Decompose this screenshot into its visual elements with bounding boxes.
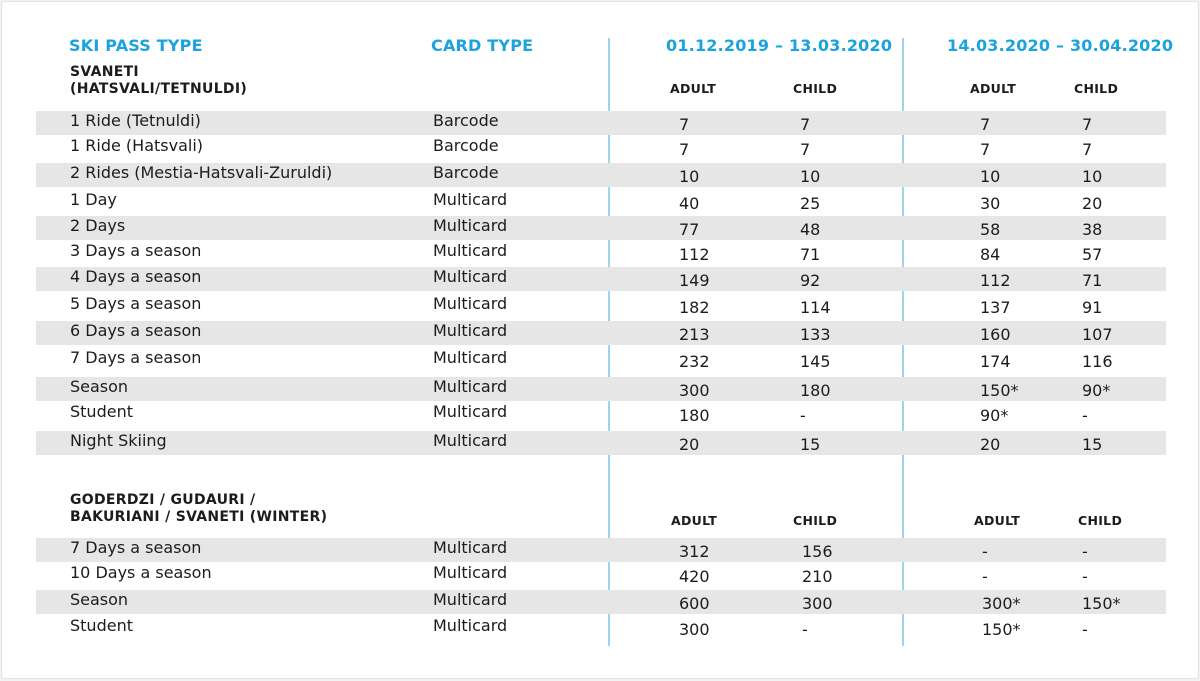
table-row: [36, 616, 1166, 640]
card-type: Multicard: [433, 348, 508, 367]
p2-adult-price: 7: [980, 140, 991, 159]
table-row: [36, 241, 1166, 265]
p1-adult-price: 300: [679, 381, 710, 400]
p2-adult-price: 137: [980, 298, 1011, 317]
table-row: [36, 190, 1166, 214]
p1-child-price: 114: [800, 298, 831, 317]
section-2-p2-adult-label: ADULT: [974, 513, 1021, 528]
p2-child-price: 15: [1082, 435, 1103, 454]
p2-child-price: 116: [1082, 352, 1113, 371]
table-row: [36, 321, 1166, 345]
p1-adult-price: 213: [679, 325, 710, 344]
p1-adult-price: 112: [679, 245, 710, 264]
section-2-p1-child-label: CHILD: [793, 513, 838, 528]
p2-adult-price: 90*: [980, 406, 1009, 425]
p1-adult-price: 182: [679, 298, 710, 317]
table-row: [36, 267, 1166, 291]
card-type: Multicard: [433, 402, 508, 421]
p2-child-price: 150*: [1082, 594, 1121, 613]
table-row: [36, 538, 1166, 562]
header-period-1: 01.12.2019 – 13.03.2020: [666, 36, 893, 55]
section-2-p2-child-label: CHILD: [1078, 513, 1123, 528]
header-period-2: 14.03.2020 – 30.04.2020: [947, 36, 1174, 55]
p2-adult-price: 7: [980, 115, 991, 134]
p1-adult-price: 10: [679, 167, 700, 186]
table-row: [36, 111, 1166, 135]
table-row: [36, 431, 1166, 455]
pass-name: 5 Days a season: [70, 294, 202, 313]
p2-adult-price: 150*: [980, 381, 1019, 400]
pass-name: 1 Ride (Tetnuldi): [70, 111, 201, 130]
p2-adult-price: -: [982, 542, 988, 561]
header-card-type: CARD TYPE: [431, 36, 534, 55]
p1-adult-price: 77: [679, 220, 700, 239]
card-type: Multicard: [433, 241, 508, 260]
p1-adult-price: 232: [679, 352, 710, 371]
p2-child-price: -: [1082, 567, 1088, 586]
section-1-title: [70, 64, 247, 98]
pass-name: 1 Day: [70, 190, 117, 209]
p2-child-price: 57: [1082, 245, 1103, 264]
table-row: [36, 402, 1166, 426]
section-1-p1-child-label: CHILD: [793, 81, 838, 96]
section-1-p2-child-label: CHILD: [1074, 81, 1119, 96]
p2-adult-price: 10: [980, 167, 1001, 186]
p1-child-price: 15: [800, 435, 821, 454]
p1-child-price: 7: [800, 115, 811, 134]
pass-name: 7 Days a season: [70, 538, 202, 557]
p2-child-price: 90*: [1082, 381, 1111, 400]
card-type: Multicard: [433, 590, 508, 609]
p1-child-price: 156: [802, 542, 833, 561]
p2-adult-price: 300*: [982, 594, 1021, 613]
header-ski-pass-type: SKI PASS TYPE: [69, 36, 203, 55]
pass-name: 6 Days a season: [70, 321, 202, 340]
p2-child-price: 91: [1082, 298, 1103, 317]
section-2-p1-adult-label: ADULT: [671, 513, 718, 528]
p2-child-price: -: [1082, 406, 1088, 425]
p2-adult-price: 58: [980, 220, 1001, 239]
p2-child-price: -: [1082, 620, 1088, 639]
p1-adult-price: 7: [679, 140, 690, 159]
pass-name: 10 Days a season: [70, 563, 212, 582]
p1-child-price: 7: [800, 140, 811, 159]
pass-name: Season: [70, 377, 129, 396]
card-type: Multicard: [433, 321, 508, 340]
p1-child-price: -: [800, 406, 806, 425]
p2-adult-price: 30: [980, 194, 1001, 213]
p1-adult-price: 312: [679, 542, 710, 561]
p1-child-price: 180: [800, 381, 831, 400]
p1-child-price: 145: [800, 352, 831, 371]
table-row: [36, 163, 1166, 187]
card-type: Multicard: [433, 216, 508, 235]
table-row: [36, 136, 1166, 160]
table-row: [36, 294, 1166, 318]
p1-child-price: 92: [800, 271, 821, 290]
p2-child-price: 38: [1082, 220, 1103, 239]
p2-adult-price: 160: [980, 325, 1011, 344]
card-type: Barcode: [433, 163, 499, 182]
card-type: Multicard: [433, 377, 508, 396]
p2-child-price: 7: [1082, 115, 1093, 134]
table-row: [36, 377, 1166, 401]
card-type: Multicard: [433, 431, 508, 450]
card-type: Multicard: [433, 267, 508, 286]
card-type: Barcode: [433, 136, 499, 155]
p1-adult-price: 180: [679, 406, 710, 425]
p1-child-price: 71: [800, 245, 821, 264]
section-1-p2-adult-label: ADULT: [970, 81, 1017, 96]
pass-name: 1 Ride (Hatsvali): [70, 136, 204, 155]
p1-adult-price: 600: [679, 594, 710, 613]
section-2-title: [70, 492, 327, 526]
p1-child-price: 300: [802, 594, 833, 613]
p1-adult-price: 7: [679, 115, 690, 134]
p2-adult-price: 84: [980, 245, 1001, 264]
pass-name: 2 Days: [70, 216, 126, 235]
p1-adult-price: 300: [679, 620, 710, 639]
pass-name: 4 Days a season: [70, 267, 202, 286]
p2-child-price: 71: [1082, 271, 1103, 290]
pass-name: Season: [70, 590, 129, 609]
p1-child-price: 25: [800, 194, 821, 213]
section-1-title-line-2: (HATSVALI/TETNULDI): [70, 81, 248, 97]
card-type: Multicard: [433, 616, 508, 635]
p2-adult-price: 112: [980, 271, 1011, 290]
pass-name: 2 Rides (Mestia-Hatsvali-Zuruldi): [70, 163, 333, 182]
p1-child-price: 48: [800, 220, 821, 239]
p1-child-price: 210: [802, 567, 833, 586]
table-row: [36, 590, 1166, 614]
table-row: [36, 563, 1166, 587]
card-type: Barcode: [433, 111, 499, 130]
pass-name: Student: [70, 402, 133, 421]
p1-adult-price: 149: [679, 271, 710, 290]
p1-adult-price: 420: [679, 567, 710, 586]
p1-child-price: -: [802, 620, 808, 639]
pass-name: Student: [70, 616, 133, 635]
card-type: Multicard: [433, 190, 508, 209]
table-row: [36, 348, 1166, 372]
section-1-p1-adult-label: ADULT: [670, 81, 717, 96]
p2-child-price: -: [1082, 542, 1088, 561]
card-type: Multicard: [433, 538, 508, 557]
card-type: Multicard: [433, 294, 508, 313]
pass-name: 3 Days a season: [70, 241, 202, 260]
section-2-title-line-2: BAKURIANI / SVANETI (WINTER): [70, 509, 328, 525]
p2-adult-price: 174: [980, 352, 1011, 371]
p2-adult-price: 150*: [982, 620, 1021, 639]
section-2-title-line-1: GODERDZI / GUDAURI /: [70, 492, 256, 508]
p2-adult-price: -: [982, 567, 988, 586]
p1-adult-price: 20: [679, 435, 700, 454]
p1-child-price: 133: [800, 325, 831, 344]
price-table-card: [1, 1, 1199, 679]
p2-child-price: 10: [1082, 167, 1103, 186]
p1-adult-price: 40: [679, 194, 700, 213]
table-row: [36, 216, 1166, 240]
p2-adult-price: 20: [980, 435, 1001, 454]
pass-name: 7 Days a season: [70, 348, 202, 367]
p2-child-price: 7: [1082, 140, 1093, 159]
p2-child-price: 107: [1082, 325, 1113, 344]
p2-child-price: 20: [1082, 194, 1103, 213]
card-type: Multicard: [433, 563, 508, 582]
p1-child-price: 10: [800, 167, 821, 186]
section-1-title-line-1: SVANETI: [70, 64, 139, 80]
pass-name: Night Skiing: [70, 431, 167, 450]
